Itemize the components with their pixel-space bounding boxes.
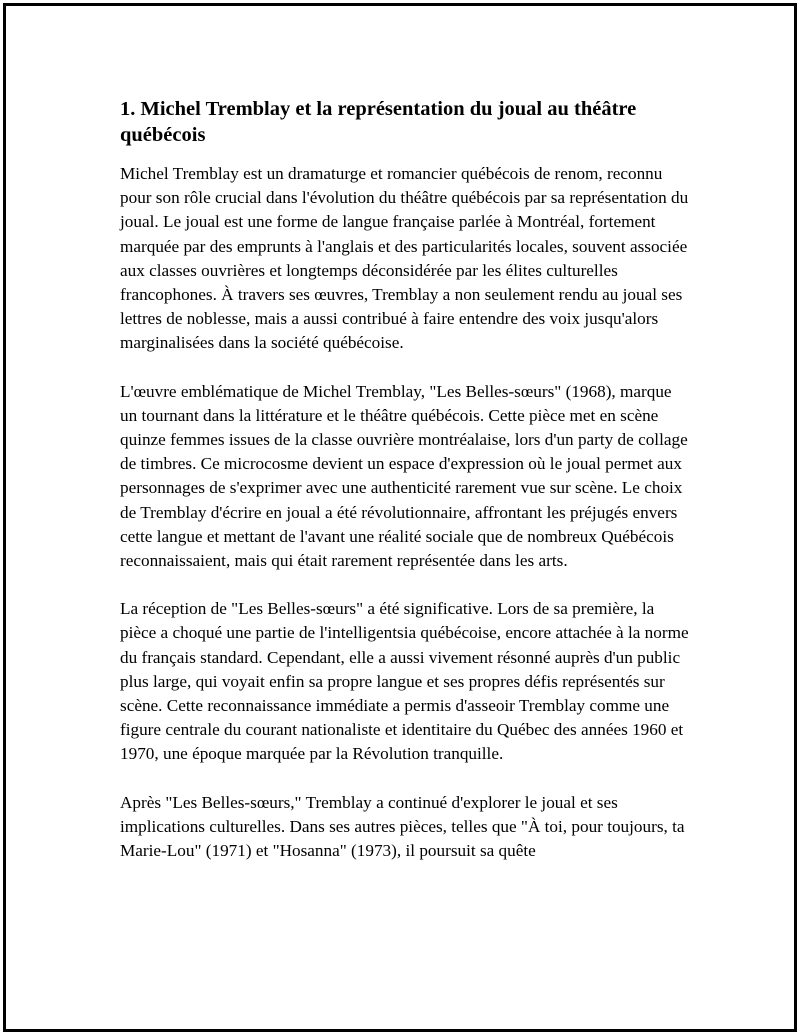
section-title: 1. Michel Tremblay et la représentation du joual au théâtre québécois — [120, 98, 637, 146]
paragraph: L'œuvre emblématique de Michel Tremblay, "Les Belles-sœurs" (1968), marque un tournant dans la littérature et le théâtre québécois. Cette pièce met en scène quinze femmes issues de la classe ouvrière montréalaise, lors d'un party de collage de timbres. Ce microcosme devient un espace d'expression où le joual permet aux personnages de s'exprimer avec une authenticité rarement vue sur scène. Le choix de Tremblay d'écrire en joual a été révolutionnaire, affrontant les préjugés envers cette langue et mettant de l'avant une réalité sociale que de nombreux Québécois reconnaissaient, mais qui était rarement représentée dans les arts. — [120, 381, 688, 571]
paragraph: La réception de "Les Belles-sœurs" a été significative. Lors de sa première, la pièce a choqué une partie de l'intelligentsia québécoise, encore attachée à la norme du français standard. Cependant, elle a aussi vivement résonné auprès d'un public plus large, qui voyait enfin sa propre langue et ses propres défis représentés sur scène. Cette reconnaissance immédiate a permis d'asseoir Tremblay comme une figure centrale du courant nationaliste et identitaire du Québec des années 1960 et 1970, une époque marquée par la Révolution tranquille. — [120, 599, 689, 764]
document-page — [3, 3, 797, 1032]
document-content — [120, 96, 692, 887]
paragraph: Michel Tremblay est un dramaturge et romancier québécois de renom, reconnu pour son rôle crucial dans l'évolution du théâtre québécois par sa représentation du joual. Le joual est une forme de langue française parlée à Montréal, fortement marquée par des emprunts à l'anglais et des particularités locales, souvent associée aux classes ouvrières et longtemps déconsidérée par les élites culturelles francophones. À travers ses œuvres, Tremblay a non seulement rendu au joual ses lettres de noblesse, mais a aussi contribué à faire entendre des voix jusqu'alors marginalisées dans la société québécoise. — [120, 164, 689, 353]
paragraph: Après "Les Belles-sœurs," Tremblay a continué d'explorer le joual et ses implications culturelles. Dans ses autres pièces, telles que "À toi, pour toujours, ta Marie-Lou" (1971) et "Hosanna" (1973), il poursuit sa quête — [120, 792, 685, 861]
